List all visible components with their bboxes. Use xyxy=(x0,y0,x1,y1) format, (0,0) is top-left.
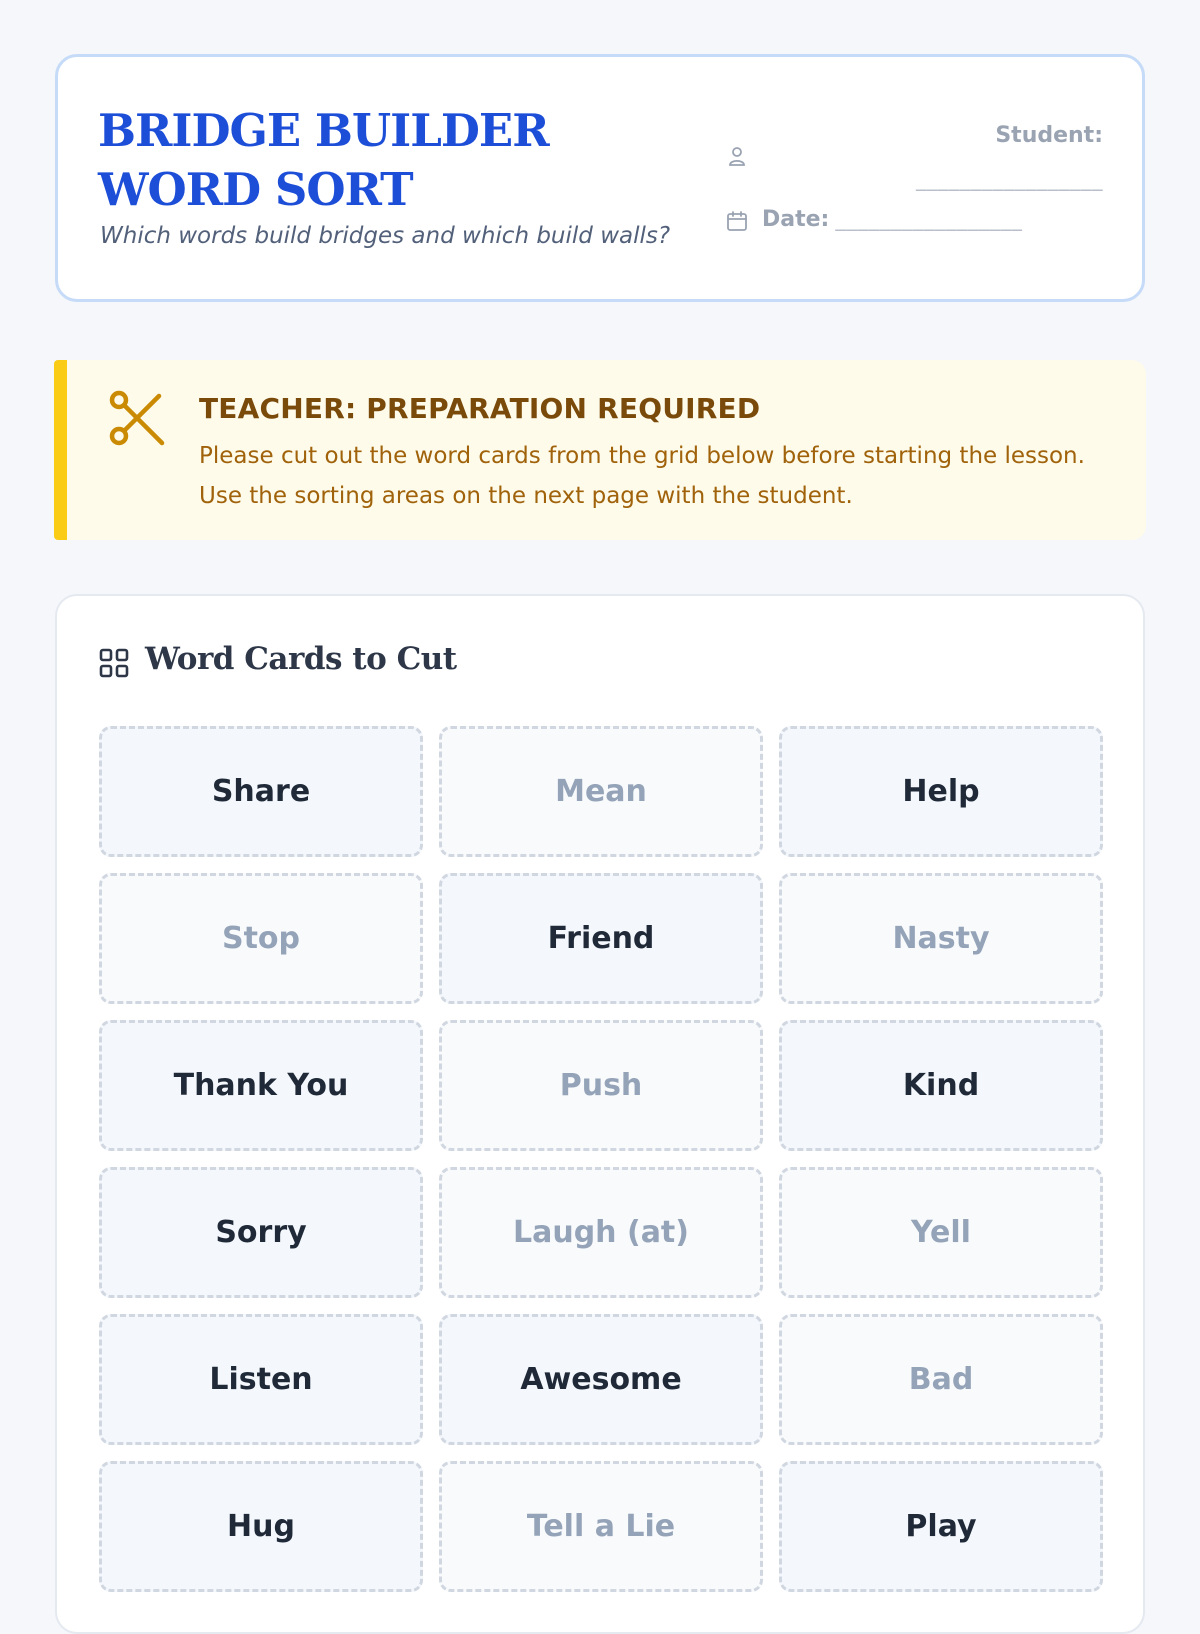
student-label: Student: xyxy=(995,123,1103,148)
word-card[interactable]: Laugh (at) xyxy=(439,1167,763,1298)
word-card[interactable]: Thank You xyxy=(99,1020,423,1151)
person-icon xyxy=(725,144,749,168)
notice-title: TEACHER: PREPARATION REQUIRED xyxy=(199,392,761,425)
word-card[interactable]: Push xyxy=(439,1020,763,1151)
word-card[interactable]: Play xyxy=(779,1461,1103,1592)
word-card[interactable]: Tell a Lie xyxy=(439,1461,763,1592)
teacher-notice xyxy=(54,360,1146,540)
calendar-icon xyxy=(725,209,749,233)
word-cards-panel xyxy=(55,594,1145,1634)
header-card xyxy=(55,54,1145,302)
notice-body: Please cut out the word cards from the grid below before starting the lesson. Use the sorting areas on the next page with the student. xyxy=(199,443,1085,509)
page-subtitle: Which words build bridges and which build walls? xyxy=(100,223,671,249)
page-title: BRIDGE BUILDER WORD SORT xyxy=(98,104,549,216)
word-card-grid xyxy=(99,726,1105,1592)
word-card[interactable]: Yell xyxy=(779,1167,1103,1298)
word-card[interactable]: Stop xyxy=(99,873,423,1004)
date-field[interactable]: _________________ xyxy=(835,207,1023,231)
date-row xyxy=(762,207,1022,232)
word-card[interactable]: Listen xyxy=(99,1314,423,1445)
word-card[interactable]: Share xyxy=(99,726,423,857)
word-cards-title: Word Cards to Cut xyxy=(145,641,457,677)
scissors-icon xyxy=(109,390,165,446)
student-name-field[interactable]: _________________ xyxy=(916,167,1103,191)
word-card[interactable]: Mean xyxy=(439,726,763,857)
date-label: Date: xyxy=(762,207,830,232)
word-card[interactable]: Awesome xyxy=(439,1314,763,1445)
word-card[interactable]: Nasty xyxy=(779,873,1103,1004)
word-card[interactable]: Sorry xyxy=(99,1167,423,1298)
word-card[interactable]: Help xyxy=(779,726,1103,857)
word-card[interactable]: Bad xyxy=(779,1314,1103,1445)
grid-icon xyxy=(99,648,129,678)
word-card[interactable]: Hug xyxy=(99,1461,423,1592)
word-card[interactable]: Friend xyxy=(439,873,763,1004)
word-card[interactable]: Kind xyxy=(779,1020,1103,1151)
